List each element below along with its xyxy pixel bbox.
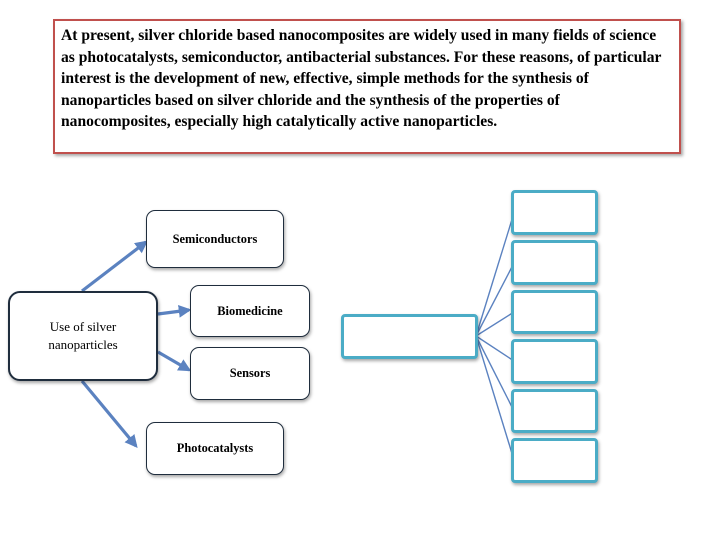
- tree-child-box-5: [511, 389, 598, 433]
- semiconductors-label: Semiconductors: [172, 231, 258, 246]
- sensors-node: [190, 347, 310, 400]
- root-node: [8, 291, 158, 381]
- tree-child-box-3: [511, 290, 598, 334]
- biomedicine-node: [190, 285, 310, 337]
- photocatalysts-node: [146, 422, 284, 475]
- arrow-to-photocatalysts: [82, 381, 136, 446]
- tree-child-box-1: [511, 190, 598, 235]
- tree-connector-6: [476, 336, 514, 460]
- arrow-to-biomedicine: [158, 310, 189, 314]
- semiconductors-node: [146, 210, 284, 268]
- photocatalysts-label: Photocatalysts: [176, 441, 254, 455]
- intro-text-box: At present, silver chloride based nanocomposites are widely used in many fields of science as photocatalysts, semiconductor, antibacterial substances. For these reasons, of particular interest is the development of new, effective, simple methods for the synthesis of nanoparticles based on silver chloride and the synthesis of the properties of nanocomposites, especially high catalytically active nanoparticles.: [53, 19, 681, 154]
- tree-root-box: [341, 314, 478, 359]
- sensors-label: Sensors: [229, 366, 271, 380]
- tree-child-box-6: [511, 438, 598, 483]
- root-node-label: Use of silver nanoparticles: [48, 319, 118, 352]
- arrow-to-sensors: [158, 352, 189, 370]
- tree-child-box-2: [511, 240, 598, 285]
- arrow-to-semiconductors: [82, 242, 146, 291]
- biomedicine-label: Biomedicine: [217, 303, 283, 318]
- tree-child-box-4: [511, 339, 598, 384]
